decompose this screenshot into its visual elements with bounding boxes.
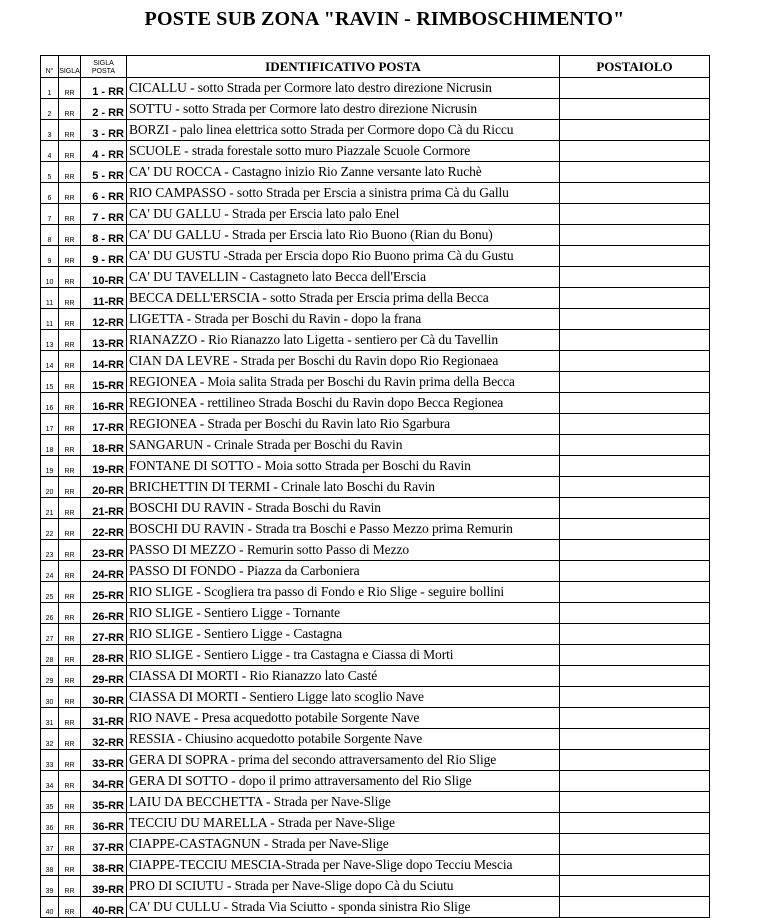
document-title: POSTE SUB ZONA "RAVIN - RIMBOSCHIMENTO" <box>144 8 625 30</box>
table-row <box>41 309 710 330</box>
row-identificativo-cell: LIGETTA - Strada per Boschi du Ravin - dopo la frana <box>127 309 560 330</box>
row-postaiolo-cell[interactable] <box>560 456 710 477</box>
row-sigla-posta-cell: 28-RR <box>81 645 127 666</box>
row-sigla-posta-cell: 29-RR <box>81 666 127 687</box>
row-number-cell: 9 <box>41 246 59 267</box>
row-number-cell: 2 <box>41 99 59 120</box>
table-row <box>41 330 710 351</box>
table-row <box>41 834 710 855</box>
row-sigla-cell: RR <box>59 897 81 918</box>
table-row <box>41 498 710 519</box>
row-number-cell: 1 <box>41 78 59 99</box>
row-number-cell: 24 <box>41 561 59 582</box>
table-row <box>41 687 710 708</box>
table-body <box>41 78 710 918</box>
row-sigla-cell: RR <box>59 540 81 561</box>
row-number-cell: 18 <box>41 435 59 456</box>
table-row <box>41 351 710 372</box>
row-sigla-cell: RR <box>59 414 81 435</box>
row-sigla-cell: RR <box>59 582 81 603</box>
row-identificativo-cell: SANGARUN - Crinale Strada per Boschi du Ravin <box>127 435 560 456</box>
table-row <box>41 267 710 288</box>
row-postaiolo-cell[interactable] <box>560 666 710 687</box>
row-sigla-cell: RR <box>59 855 81 876</box>
row-sigla-cell: RR <box>59 687 81 708</box>
row-sigla-posta-cell: 19-RR <box>81 456 127 477</box>
header-sigla-posta <box>81 56 127 78</box>
row-sigla-posta-cell: 22-RR <box>81 519 127 540</box>
row-postaiolo-cell[interactable] <box>560 99 710 120</box>
row-identificativo-cell: BECCA DELL'ERSCIA - sotto Strada per Erscia prima della Becca <box>127 288 560 309</box>
row-number-cell: 35 <box>41 792 59 813</box>
row-postaiolo-cell[interactable] <box>560 393 710 414</box>
row-sigla-posta-cell: 7 - RR <box>81 204 127 225</box>
row-sigla-cell: RR <box>59 393 81 414</box>
row-number-cell: 19 <box>41 456 59 477</box>
row-postaiolo-cell[interactable] <box>560 708 710 729</box>
row-sigla-posta-cell: 4 - RR <box>81 141 127 162</box>
row-identificativo-cell: PRO DI SCIUTU - Strada per Nave-Slige dopo Cà du Sciutu <box>127 876 560 897</box>
table-row <box>41 855 710 876</box>
row-sigla-posta-cell: 34-RR <box>81 771 127 792</box>
row-postaiolo-cell[interactable] <box>560 876 710 897</box>
row-postaiolo-cell[interactable] <box>560 750 710 771</box>
row-number-cell: 39 <box>41 876 59 897</box>
row-identificativo-cell: BOSCHI DU RAVIN - Strada Boschi du Ravin <box>127 498 560 519</box>
row-sigla-cell: RR <box>59 309 81 330</box>
row-sigla-cell: RR <box>59 624 81 645</box>
row-identificativo-cell: REGIONEA - Strada per Boschi du Ravin lato Rio Sgarbura <box>127 414 560 435</box>
row-postaiolo-cell[interactable] <box>560 267 710 288</box>
table-row <box>41 141 710 162</box>
row-postaiolo-cell[interactable] <box>560 729 710 750</box>
table-row <box>41 645 710 666</box>
row-identificativo-cell: CIAPPE-CASTAGNUN - Strada per Nave-Slige <box>127 834 560 855</box>
row-sigla-cell: RR <box>59 351 81 372</box>
table-row <box>41 477 710 498</box>
row-sigla-cell: RR <box>59 78 81 99</box>
row-postaiolo-cell[interactable] <box>560 813 710 834</box>
row-identificativo-cell: CA' DU ROCCA - Castagno inizio Rio Zanne versante lato Ruchè <box>127 162 560 183</box>
row-sigla-cell: RR <box>59 267 81 288</box>
table-row <box>41 624 710 645</box>
table-row <box>41 729 710 750</box>
row-identificativo-cell: BOSCHI DU RAVIN - Strada tra Boschi e Passo Mezzo prima Remurin <box>127 519 560 540</box>
row-sigla-posta-cell: 24-RR <box>81 561 127 582</box>
row-postaiolo-cell[interactable] <box>560 204 710 225</box>
row-sigla-posta-cell: 16-RR <box>81 393 127 414</box>
row-identificativo-cell: SOTTU - sotto Strada per Cormore lato destro direzione Nicrusin <box>127 99 560 120</box>
row-postaiolo-cell[interactable] <box>560 687 710 708</box>
row-number-cell: 3 <box>41 120 59 141</box>
row-sigla-cell: RR <box>59 561 81 582</box>
row-postaiolo-cell[interactable] <box>560 435 710 456</box>
row-sigla-posta-cell: 25-RR <box>81 582 127 603</box>
row-sigla-posta-cell: 40-RR <box>81 897 127 918</box>
row-identificativo-cell: CA' DU GUSTU -Strada per Erscia dopo Rio Buono prima Cà du Gustu <box>127 246 560 267</box>
row-sigla-cell: RR <box>59 246 81 267</box>
table-row <box>41 225 710 246</box>
row-sigla-posta-cell: 36-RR <box>81 813 127 834</box>
row-postaiolo-cell[interactable] <box>560 771 710 792</box>
table-row <box>41 876 710 897</box>
row-sigla-posta-cell: 30-RR <box>81 687 127 708</box>
row-number-cell: 20 <box>41 477 59 498</box>
row-identificativo-cell: SCUOLE - strada forestale sotto muro Piazzale Scuole Cormore <box>127 141 560 162</box>
row-identificativo-cell: CA' DU GALLU - Strada per Erscia lato Rio Buono (Rian du Bonu) <box>127 225 560 246</box>
table-row <box>41 813 710 834</box>
table-row <box>41 771 710 792</box>
table-row <box>41 393 710 414</box>
row-number-cell: 16 <box>41 393 59 414</box>
row-sigla-posta-cell: 17-RR <box>81 414 127 435</box>
row-identificativo-cell: RIO SLIGE - Scogliera tra passo di Fondo e Rio Slige - seguire bollini <box>127 582 560 603</box>
row-identificativo-cell: GERA DI SOTTO - dopo il primo attraversamento del Rio Slige <box>127 771 560 792</box>
row-postaiolo-cell[interactable] <box>560 834 710 855</box>
header-identificativo: IDENTIFICATIVO POSTA <box>127 56 560 78</box>
row-number-cell: 26 <box>41 603 59 624</box>
row-sigla-posta-cell: 9 - RR <box>81 246 127 267</box>
row-sigla-cell: RR <box>59 519 81 540</box>
row-number-cell: 23 <box>41 540 59 561</box>
row-number-cell: 14 <box>41 351 59 372</box>
row-number-cell: 6 <box>41 183 59 204</box>
row-sigla-cell: RR <box>59 834 81 855</box>
row-identificativo-cell: RIO SLIGE - Sentiero Ligge - Tornante <box>127 603 560 624</box>
row-postaiolo-cell[interactable] <box>560 309 710 330</box>
row-sigla-posta-cell: 37-RR <box>81 834 127 855</box>
table-row <box>41 666 710 687</box>
row-identificativo-cell: RIO NAVE - Presa acquedotto potabile Sorgente Nave <box>127 708 560 729</box>
row-number-cell: 21 <box>41 498 59 519</box>
row-number-cell: 8 <box>41 225 59 246</box>
row-identificativo-cell: FONTANE DI SOTTO - Moia sotto Strada per Boschi du Ravin <box>127 456 560 477</box>
row-sigla-cell: RR <box>59 729 81 750</box>
row-postaiolo-cell[interactable] <box>560 78 710 99</box>
row-identificativo-cell: CIAN DA LEVRE - Strada per Boschi du Ravin dopo Rio Regionaea <box>127 351 560 372</box>
row-sigla-posta-cell: 12-RR <box>81 309 127 330</box>
row-postaiolo-cell[interactable] <box>560 540 710 561</box>
row-postaiolo-cell[interactable] <box>560 141 710 162</box>
table-row <box>41 519 710 540</box>
row-postaiolo-cell[interactable] <box>560 582 710 603</box>
table-row <box>41 792 710 813</box>
row-number-cell: 31 <box>41 708 59 729</box>
table-row <box>41 120 710 141</box>
row-number-cell: 22 <box>41 519 59 540</box>
row-sigla-posta-cell: 10-RR <box>81 267 127 288</box>
table-row <box>41 561 710 582</box>
row-sigla-cell: RR <box>59 435 81 456</box>
row-number-cell: 15 <box>41 372 59 393</box>
row-postaiolo-cell[interactable] <box>560 855 710 876</box>
row-number-cell: 10 <box>41 267 59 288</box>
row-sigla-posta-cell: 26-RR <box>81 603 127 624</box>
row-sigla-posta-cell: 2 - RR <box>81 99 127 120</box>
row-sigla-cell: RR <box>59 204 81 225</box>
row-number-cell: 5 <box>41 162 59 183</box>
row-identificativo-cell: BRICHETTIN DI TERMI - Crinale lato Boschi du Ravin <box>127 477 560 498</box>
row-sigla-posta-cell: 31-RR <box>81 708 127 729</box>
row-identificativo-cell: CIASSA DI MORTI - Sentiero Ligge lato scoglio Nave <box>127 687 560 708</box>
row-postaiolo-cell[interactable] <box>560 183 710 204</box>
row-sigla-cell: RR <box>59 645 81 666</box>
table-header-row <box>41 56 710 78</box>
row-identificativo-cell: CA' DU GALLU - Strada per Erscia lato palo Enel <box>127 204 560 225</box>
table-row <box>41 582 710 603</box>
row-identificativo-cell: PASSO DI MEZZO - Remurin sotto Passo di Mezzo <box>127 540 560 561</box>
row-postaiolo-cell[interactable] <box>560 330 710 351</box>
header-sigla-posta-label: SIGLA POSTA <box>91 60 116 75</box>
row-identificativo-cell: RESSIA - Chiusino acquedotto potabile Sorgente Nave <box>127 729 560 750</box>
row-sigla-cell: RR <box>59 372 81 393</box>
row-postaiolo-cell[interactable] <box>560 645 710 666</box>
row-sigla-posta-cell: 23-RR <box>81 540 127 561</box>
row-postaiolo-cell[interactable] <box>560 561 710 582</box>
row-postaiolo-cell[interactable] <box>560 792 710 813</box>
row-sigla-cell: RR <box>59 456 81 477</box>
row-number-cell: 17 <box>41 414 59 435</box>
row-sigla-cell: RR <box>59 99 81 120</box>
row-number-cell: 36 <box>41 813 59 834</box>
row-identificativo-cell: REGIONEA - rettilineo Strada Boschi du Ravin dopo Becca Regionea <box>127 393 560 414</box>
row-sigla-cell: RR <box>59 792 81 813</box>
row-postaiolo-cell[interactable] <box>560 477 710 498</box>
row-number-cell: 4 <box>41 141 59 162</box>
table-row <box>41 99 710 120</box>
row-sigla-posta-cell: 27-RR <box>81 624 127 645</box>
row-sigla-posta-cell: 32-RR <box>81 729 127 750</box>
row-number-cell: 28 <box>41 645 59 666</box>
row-number-cell: 37 <box>41 834 59 855</box>
row-postaiolo-cell[interactable] <box>560 372 710 393</box>
table-row <box>41 372 710 393</box>
row-sigla-cell: RR <box>59 498 81 519</box>
table-row <box>41 204 710 225</box>
row-sigla-cell: RR <box>59 330 81 351</box>
row-sigla-cell: RR <box>59 162 81 183</box>
row-sigla-posta-cell: 11-RR <box>81 288 127 309</box>
row-number-cell: 34 <box>41 771 59 792</box>
row-number-cell: 25 <box>41 582 59 603</box>
row-identificativo-cell: GERA DI SOPRA - prima del secondo attraversamento del Rio Slige <box>127 750 560 771</box>
row-postaiolo-cell[interactable] <box>560 162 710 183</box>
row-identificativo-cell: RIO SLIGE - Sentiero Ligge - Castagna <box>127 624 560 645</box>
row-sigla-cell: RR <box>59 288 81 309</box>
row-postaiolo-cell[interactable] <box>560 519 710 540</box>
row-sigla-cell: RR <box>59 750 81 771</box>
table-row <box>41 288 710 309</box>
row-sigla-posta-cell: 3 - RR <box>81 120 127 141</box>
row-postaiolo-cell[interactable] <box>560 498 710 519</box>
row-identificativo-cell: RIO CAMPASSO - sotto Strada per Erscia a sinistra prima Cà du Gallu <box>127 183 560 204</box>
row-sigla-posta-cell: 14-RR <box>81 351 127 372</box>
row-sigla-posta-cell: 15-RR <box>81 372 127 393</box>
row-postaiolo-cell[interactable] <box>560 351 710 372</box>
row-identificativo-cell: CICALLU - sotto Strada per Cormore lato destro direzione Nicrusin <box>127 78 560 99</box>
row-sigla-cell: RR <box>59 183 81 204</box>
row-postaiolo-cell[interactable] <box>560 225 710 246</box>
row-sigla-posta-cell: 13-RR <box>81 330 127 351</box>
row-sigla-cell: RR <box>59 603 81 624</box>
row-postaiolo-cell[interactable] <box>560 414 710 435</box>
table-row <box>41 246 710 267</box>
row-sigla-cell: RR <box>59 477 81 498</box>
row-sigla-posta-cell: 8 - RR <box>81 225 127 246</box>
row-sigla-cell: RR <box>59 813 81 834</box>
row-sigla-posta-cell: 39-RR <box>81 876 127 897</box>
row-number-cell: 32 <box>41 729 59 750</box>
row-identificativo-cell: CA' DU CULLU - Strada Via Sciutto - sponda sinistra Rio Slige <box>127 897 560 918</box>
row-identificativo-cell: PASSO DI FONDO - Piazza da Carboniera <box>127 561 560 582</box>
row-sigla-posta-cell: 33-RR <box>81 750 127 771</box>
row-sigla-cell: RR <box>59 771 81 792</box>
row-identificativo-cell: RIO SLIGE - Sentiero Ligge - tra Castagna e Ciassa di Morti <box>127 645 560 666</box>
table-row <box>41 750 710 771</box>
row-postaiolo-cell[interactable] <box>560 246 710 267</box>
row-sigla-posta-cell: 5 - RR <box>81 162 127 183</box>
row-identificativo-cell: CIAPPE-TECCIU MESCIA-Strada per Nave-Slige dopo Tecciu Mescia <box>127 855 560 876</box>
table-row <box>41 708 710 729</box>
table-row <box>41 435 710 456</box>
row-postaiolo-cell[interactable] <box>560 120 710 141</box>
row-sigla-posta-cell: 21-RR <box>81 498 127 519</box>
row-number-cell: 29 <box>41 666 59 687</box>
row-identificativo-cell: REGIONEA - Moia salita Strada per Boschi du Ravin prima della Becca <box>127 372 560 393</box>
row-number-cell: 38 <box>41 855 59 876</box>
row-number-cell: 33 <box>41 750 59 771</box>
table-row <box>41 183 710 204</box>
row-number-cell: 13 <box>41 330 59 351</box>
row-number-cell: 11 <box>41 309 59 330</box>
header-sigla: SIGLA <box>59 56 81 78</box>
table-row <box>41 414 710 435</box>
row-sigla-cell: RR <box>59 141 81 162</box>
row-sigla-posta-cell: 18-RR <box>81 435 127 456</box>
row-sigla-posta-cell: 1 - RR <box>81 78 127 99</box>
row-sigla-cell: RR <box>59 666 81 687</box>
table-row <box>41 78 710 99</box>
row-identificativo-cell: LAIU DA BECCHETTA - Strada per Nave-Slige <box>127 792 560 813</box>
row-number-cell: 30 <box>41 687 59 708</box>
row-identificativo-cell: CIASSA DI MORTI - Rio Rianazzo lato Casté <box>127 666 560 687</box>
row-sigla-cell: RR <box>59 120 81 141</box>
row-number-cell: 27 <box>41 624 59 645</box>
row-sigla-posta-cell: 35-RR <box>81 792 127 813</box>
row-number-cell: 7 <box>41 204 59 225</box>
row-postaiolo-cell[interactable] <box>560 603 710 624</box>
row-sigla-cell: RR <box>59 708 81 729</box>
row-sigla-cell: RR <box>59 876 81 897</box>
row-number-cell: 40 <box>41 897 59 918</box>
row-identificativo-cell: CA' DU TAVELLIN - Castagneto lato Becca dell'Erscia <box>127 267 560 288</box>
row-sigla-posta-cell: 20-RR <box>81 477 127 498</box>
header-num: N° <box>41 56 59 78</box>
row-sigla-posta-cell: 38-RR <box>81 855 127 876</box>
table-row <box>41 603 710 624</box>
row-identificativo-cell: RIANAZZO - Rio Rianazzo lato Ligetta - sentiero per Cà du Tavellin <box>127 330 560 351</box>
row-identificativo-cell: TECCIU DU MARELLA - Strada per Nave-Slige <box>127 813 560 834</box>
poste-table <box>40 55 710 918</box>
row-identificativo-cell: BORZI - palo linea elettrica sotto Strada per Cormore dopo Cà du Riccu <box>127 120 560 141</box>
table-row <box>41 162 710 183</box>
header-postaiolo: POSTAIOLO <box>560 56 710 78</box>
row-postaiolo-cell[interactable] <box>560 288 710 309</box>
row-sigla-cell: RR <box>59 225 81 246</box>
table-row <box>41 540 710 561</box>
table-row <box>41 456 710 477</box>
row-sigla-posta-cell: 6 - RR <box>81 183 127 204</box>
row-number-cell: 11 <box>41 288 59 309</box>
row-postaiolo-cell[interactable] <box>560 624 710 645</box>
